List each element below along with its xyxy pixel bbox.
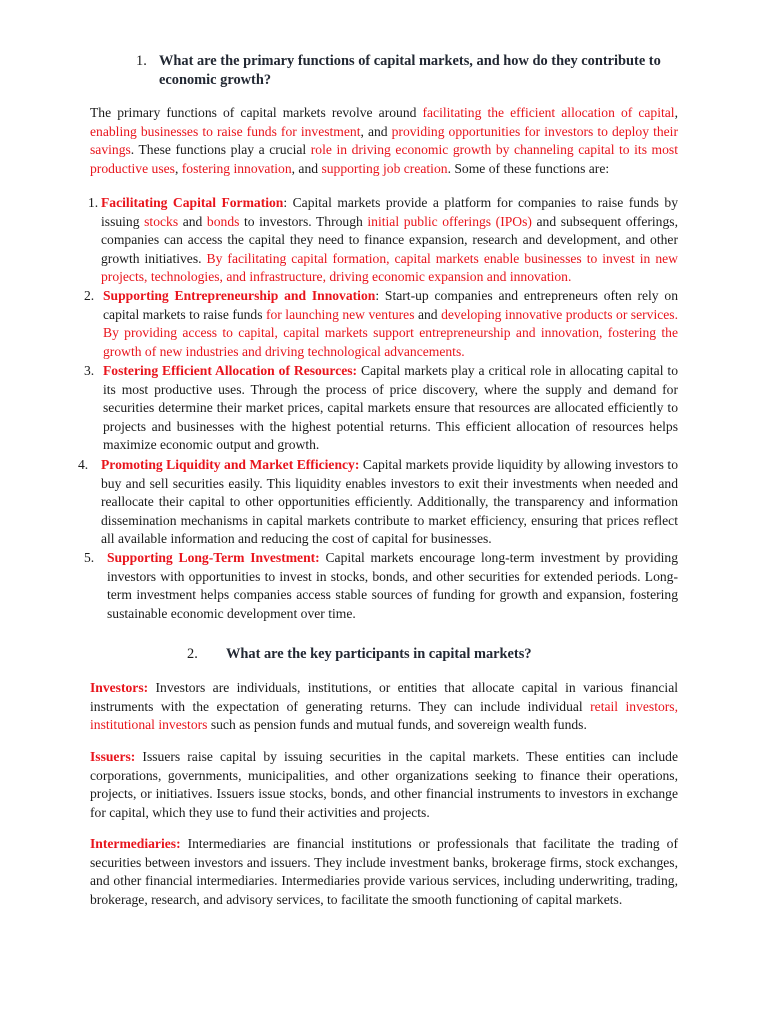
- question-1-number: 1.: [136, 53, 147, 69]
- paragraph-text: Intermediaries are financial institutions or professionals that facilitate the trading of securities between investors and issuers. They include investment banks, brokerage firms, stock exchanges, and other financial intermediaries. Intermediaries provide various services, including underwriting, trading, brokerage, research, and advisory services, to facilitate the smooth functioning of capital markets.: [90, 836, 678, 907]
- list-item-text: and: [178, 213, 207, 229]
- intro-highlight: supporting job creation: [321, 160, 448, 176]
- list-item-highlight: initial public offerings (IPOs): [367, 213, 532, 229]
- list-item-highlight: By facilitating capital formation, capital markets enable businesses to invest in new projects, technologies, and infrastructure, driving economic expansion and innovation.: [101, 250, 678, 285]
- intro-text: , and: [360, 123, 392, 139]
- list-item-5: [84, 549, 678, 623]
- list-item-number: 1.: [88, 195, 99, 210]
- list-item-title: Facilitating Capital Formation: [101, 195, 284, 210]
- intro-text: . Some of these functions are:: [447, 160, 610, 176]
- question-2-heading: [187, 645, 687, 664]
- intro-highlight: fostering innovation: [181, 160, 292, 176]
- list-item-text: : Capital markets provide a platform for companies to raise funds by issuing: [101, 195, 678, 229]
- issuers-paragraph: [90, 748, 678, 822]
- list-item-text: Capital markets provide liquidity by allowing investors to buy and sell securities easily. This liquidity enables investors to exit their investments when needed and reallocate their capital to other opportunities efficiently. Additionally, the transparency and information dissemination mechanisms in capital markets contribute to market efficiency, ensuring that prices reflect all available information and reducing the cost of capital for businesses.: [101, 457, 678, 547]
- question-1-heading: [136, 52, 684, 89]
- intermediaries-label: Intermediaries:: [90, 836, 181, 851]
- list-item-1: [88, 194, 678, 287]
- intermediaries-paragraph: [90, 835, 678, 909]
- issuers-label: Issuers:: [90, 749, 136, 764]
- question-1-text: What are the primary functions of capital markets, and how do they contribute to economic growth?: [159, 53, 661, 88]
- intro-text: ,: [674, 105, 678, 120]
- investors-label: Investors:: [90, 680, 149, 695]
- intro-text: . These functions play a crucial: [130, 142, 311, 158]
- list-item-highlight: stocks: [144, 213, 179, 229]
- intro-paragraph: [90, 104, 678, 178]
- list-item-title: Promoting Liquidity and Market Efficiency:: [101, 457, 360, 472]
- list-item-3: [84, 362, 678, 455]
- list-item-number: 3.: [84, 363, 95, 378]
- paragraph-text: Investors are individuals, institutions, or entities that allocate capital in various financial instruments with the expectation of generating returns. They can include individual: [90, 680, 678, 714]
- intro-highlight: enabling businesses to raise funds for investment: [90, 123, 361, 139]
- list-item-text: : Start-up companies and entrepreneurs often rely on capital markets to raise funds: [103, 288, 679, 322]
- list-item-highlight: developing innovative products or services. By providing access to capital, capital markets support entrepreneurship and innovation, fostering the growth of new industries and driving technological advancements.: [103, 306, 678, 359]
- intro-highlight: facilitating the efficient allocation of capital: [422, 105, 675, 120]
- intro-highlight: role in driving economic growth by channeling capital to its most productive uses: [90, 142, 678, 176]
- list-item-text: to investors. Through: [239, 213, 368, 229]
- list-item-highlight: for launching new ventures: [265, 306, 415, 322]
- investors-paragraph: [90, 679, 678, 735]
- list-item-title: Supporting Entrepreneurship and Innovation: [103, 288, 376, 303]
- paragraph-text: Issuers raise capital by issuing securities in the capital markets. These entities can include corporations, governments, municipalities, and other organizations seeking to finance their operations, projects, or initiatives. Issuers issue stocks, bonds, and other financial instruments to investors in exchange for capital, which they use to fund their activities and projects.: [90, 749, 678, 820]
- intro-text: ,: [174, 160, 182, 176]
- list-item-text: Capital markets play a critical role in allocating capital to its most productive uses. Through the process of price discovery, where the supply and demand for securities determine their market prices, capital markets ensure that resources are allocated efficiently to projects and businesses with the highest potential returns. This efficient allocation of resources helps maximize economic output and growth.: [103, 363, 678, 453]
- paragraph-text: such as pension funds and mutual funds, and sovereign wealth funds.: [207, 717, 587, 733]
- list-item-title: Supporting Long-Term Investment:: [107, 550, 320, 565]
- question-2-number: 2.: [187, 646, 198, 662]
- list-item-text: Capital markets encourage long-term investment by providing investors with opportunities to invest in stocks, bonds, and other securities for extended periods. Long-term investment helps companies access stable sources of funding for growth and expansion, fostering sustainable economic development over time.: [107, 550, 678, 621]
- intro-highlight: providing opportunities for investors to deploy their savings: [90, 123, 678, 158]
- intro-text: , and: [291, 160, 322, 176]
- list-item-number: 5.: [84, 550, 95, 565]
- list-item-2: [84, 287, 679, 361]
- list-item-number: 2.: [84, 288, 95, 303]
- paragraph-highlight: retail investors, institutional investors: [90, 698, 678, 733]
- question-2-text: What are the key participants in capital markets?: [226, 646, 532, 662]
- list-item-4: [78, 456, 678, 549]
- intro-text: The primary functions of capital markets revolve around: [90, 105, 423, 120]
- list-item-text: and: [414, 306, 442, 322]
- list-item-number: 4.: [78, 457, 89, 472]
- list-item-title: Fostering Efficient Allocation of Resources:: [103, 363, 358, 378]
- list-item-highlight: bonds: [206, 213, 240, 229]
- list-item-text: and subsequent offerings, companies can access the capital they need to finance expansion, research and development, and other growth initiatives.: [101, 213, 678, 266]
